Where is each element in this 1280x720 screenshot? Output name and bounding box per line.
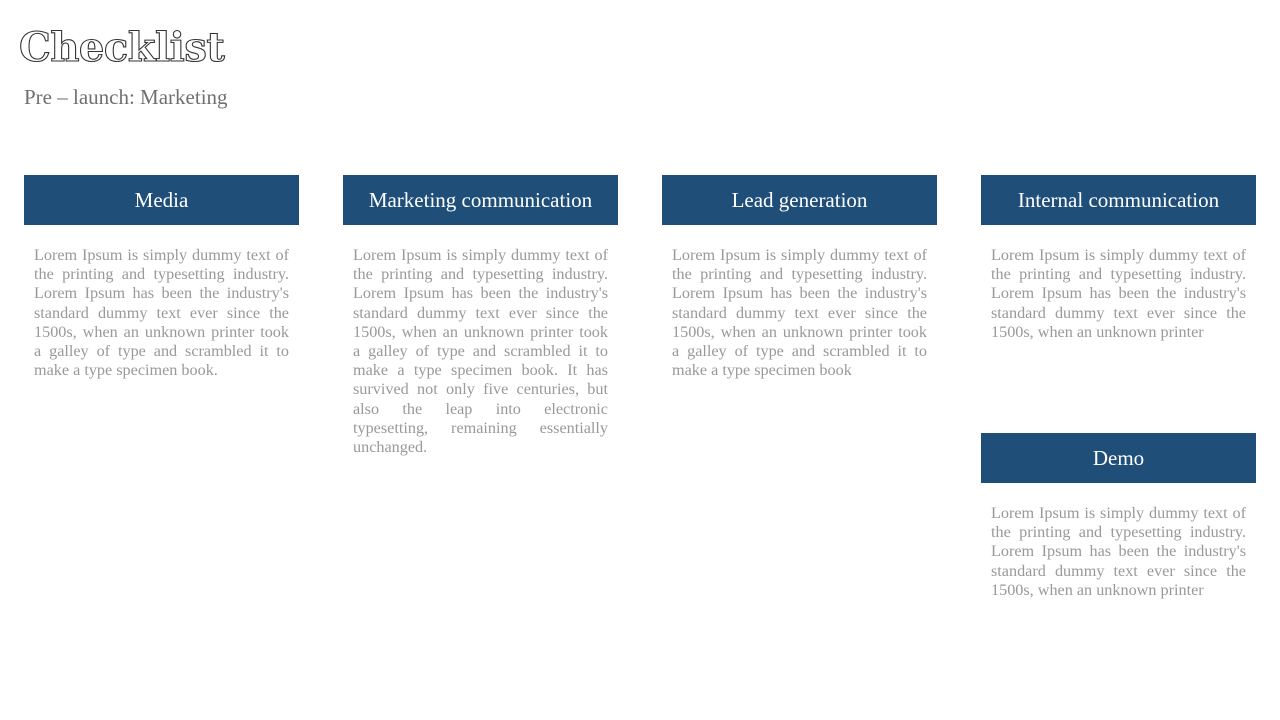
card-text-lead-generation: Lorem Ipsum is simply dummy text of the printing and typesetting industry. Lorem Ipsum has been the industry's standard dummy text ever since the 1500s, when an unknown printer took a galley of type and scrambled it to make a type specimen book <box>672 246 927 380</box>
checklist-card-media <box>24 175 299 380</box>
card-heading-marketing-communication: Marketing communication <box>343 175 618 225</box>
card-heading-demo: Demo <box>981 433 1256 483</box>
card-text-marketing-communication: Lorem Ipsum is simply dummy text of the printing and typesetting industry. Lorem Ipsum has been the industry's standard dummy text ever since the 1500s, when an unknown printer took a galley of type and scrambled it to make a type specimen book. It has survived not only five centuries, but also the leap into electronic typesetting, remaining essentially unchanged. <box>353 246 608 457</box>
card-text-internal-communication: Lorem Ipsum is simply dummy text of the printing and typesetting industry. Lorem Ipsum has been the industry's standard dummy text ever since the 1500s, when an unknown printer <box>991 246 1246 341</box>
checklist-card-demo <box>981 433 1256 600</box>
card-heading-internal-communication: Internal communication <box>981 175 1256 225</box>
card-text-demo: Lorem Ipsum is simply dummy text of the printing and typesetting industry. Lorem Ipsum has been the industry's standard dummy text ever since the 1500s, when an unknown printer <box>991 504 1246 599</box>
checklist-card-marketing-communication <box>343 175 618 457</box>
checklist-card-lead-generation <box>662 175 937 380</box>
card-text-media: Lorem Ipsum is simply dummy text of the printing and typesetting industry. Lorem Ipsum has been the industry's standard dummy text ever since the 1500s, when an unknown printer took a galley of type and scrambled it to make a type specimen book. <box>34 246 289 380</box>
card-heading-media: Media <box>24 175 299 225</box>
page-subtitle: Pre – launch: Marketing <box>24 85 228 109</box>
page-title: Checklist <box>19 24 225 71</box>
checklist-card-internal-communication <box>981 175 1256 342</box>
card-heading-lead-generation: Lead generation <box>662 175 937 225</box>
